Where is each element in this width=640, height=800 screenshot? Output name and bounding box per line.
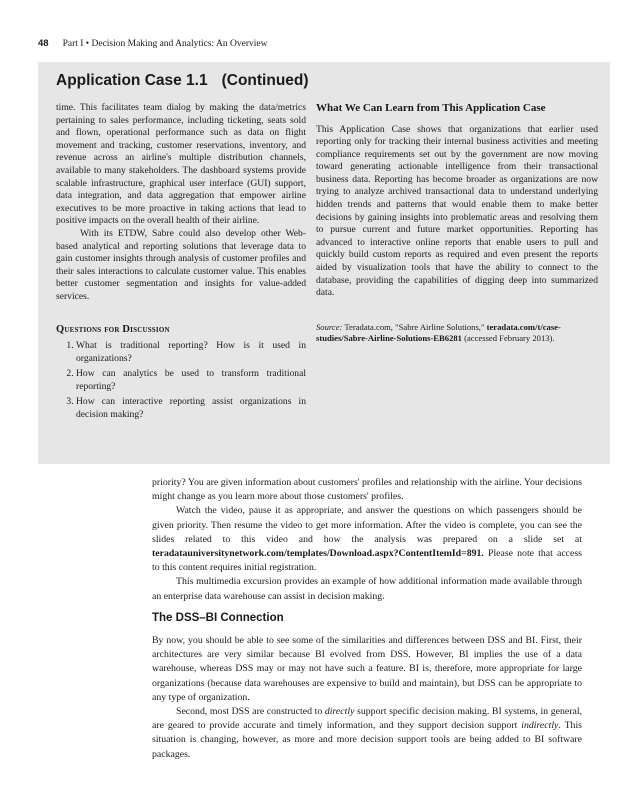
body-paragraph-5 <box>152 705 582 762</box>
application-case-box <box>38 62 610 464</box>
body-paragraph-2 <box>152 504 582 575</box>
source-text: Teradata.com, "Sabre Airline Solutions," <box>342 321 487 332</box>
body-text-lower <box>152 634 582 762</box>
source-link[interactable]: teradata.com/t/case-studies/Sabre-Airline-Solutions-EB6281 <box>316 321 561 344</box>
body-text-upper <box>152 476 582 604</box>
body-paragraph-2-text-a: Watch the video, pause it as appropriate, and answer the questions on which passengers should be given priority. Then resume the video to get more information. After the video is complete, you can see the slides related to this video and how the analysis was prepared on a slide set at <box>152 505 582 545</box>
box-right-column <box>316 102 598 345</box>
right-paragraph-1: This Application Case shows that organizations that earlier used reporting only for tracking their internal business activities and meeting compliance requirements set out by the government are now moving toward generating actionable intelligence from their transactional business data. Reporting has become broader as organizations are now trying to analyze archived transactional data to understand underlying hidden trends and patterns that would enable them to make better decisions by gaining insights into problematic areas and resolving them to pursue current and future market opportunities. Reporting has advanced to interactive online reports that enable users to pull and quickly build custom reports as required and even present the reports aided by visualization tools that have the ability to connect to the database, providing the capabilities of digging deep into summarized data. <box>316 123 598 299</box>
section-heading: The DSS–BI Connection <box>152 612 284 624</box>
body-paragraph-5-text-a: Second, most DSS are constructed to <box>176 706 325 718</box>
box-title <box>56 72 309 90</box>
box-left-column <box>56 102 306 425</box>
body-paragraph-5-text-c: . This situation is changing, however, as more and more decision support tools are being added to BI software packages. <box>152 720 582 760</box>
source-label: Source: <box>316 321 343 332</box>
running-header <box>38 38 267 49</box>
box-title-main: Application Case 1.1 <box>56 72 208 89</box>
emphasis-directly: directly <box>324 706 355 718</box>
questions-heading: Questions for Discussion <box>56 323 170 335</box>
body-paragraph-4: By now, you should be able to see some of the similarities and differences between DSS and BI. First, their architectures are very similar because BI evolved from DSS. However, BI implies the use of a data warehouse, whereas DSS may or may not have such a feature. BI is, therefore, more appropriate for large organizations (because data warehouses are expensive to build and maintain), but DSS can be appropriate to any type of organization. <box>152 635 582 703</box>
body-paragraph-2-text-b: Please note that access to this content requires initial registration. <box>152 548 582 574</box>
running-head-text: Part I • Decision Making and Analytics: An Overview <box>62 39 268 49</box>
source-tail: (accessed February 2013). <box>461 333 555 344</box>
question-item: 1. What is traditional reporting? How is it used in organizations? <box>76 340 306 365</box>
body-paragraph-3: This multimedia excursion provides an example of how additional information made available through an enterprise data warehouse can assist in decision making. <box>152 576 582 602</box>
body-paragraph-1: priority? You are given information about customers' profiles and relationship with the airline. Your decisions might change as you learn more about those customers' profiles. <box>152 477 582 503</box>
video-slides-link[interactable]: teradatauniversitynetwork.com/templates/Download.aspx?ContentItemId=891. <box>152 548 484 560</box>
left-paragraph-1: time. This facilitates team dialog by making the data/metrics pertaining to sales performance, including ticketing, seats sold and flown, operational performance such as data on flight movement and tracking, customer reservations, inventory, and revenue across an airline's multiple distribution channels, available to many stakeholders. The dashboard systems provide scalable infrastructure, graphical user interface (GUI) support, data integration, and data aggregation that empower airline executives to be more proactive in taking actions that lead to positive impacts on the overall health of their airline. <box>56 102 306 227</box>
question-item: 2. How can analytics be used to transform traditional reporting? <box>76 368 306 393</box>
left-paragraph-2: With its ETDW, Sabre could also develop other Web-based analytical and reporting solutions that leverage data to gain customer insights through analysis of customer profiles and their sales interactions to calculate customer value. This enables better customer segmentation and insights for value-added services. <box>56 227 306 302</box>
box-title-continued: (Continued) <box>221 72 309 89</box>
source-citation <box>316 322 598 345</box>
body-paragraph-5-text-b: support specific decision making. BI systems, in general, are geared to provide accurate and timely information, and they support decision support <box>152 706 582 732</box>
learn-heading: What We Can Learn from This Application Case <box>316 102 546 114</box>
questions-list <box>56 340 306 422</box>
page-number: 48 <box>38 38 49 49</box>
question-item: 3. How can interactive reporting assist organizations in decision making? <box>76 396 306 421</box>
emphasis-indirectly: indirectly <box>521 720 559 732</box>
